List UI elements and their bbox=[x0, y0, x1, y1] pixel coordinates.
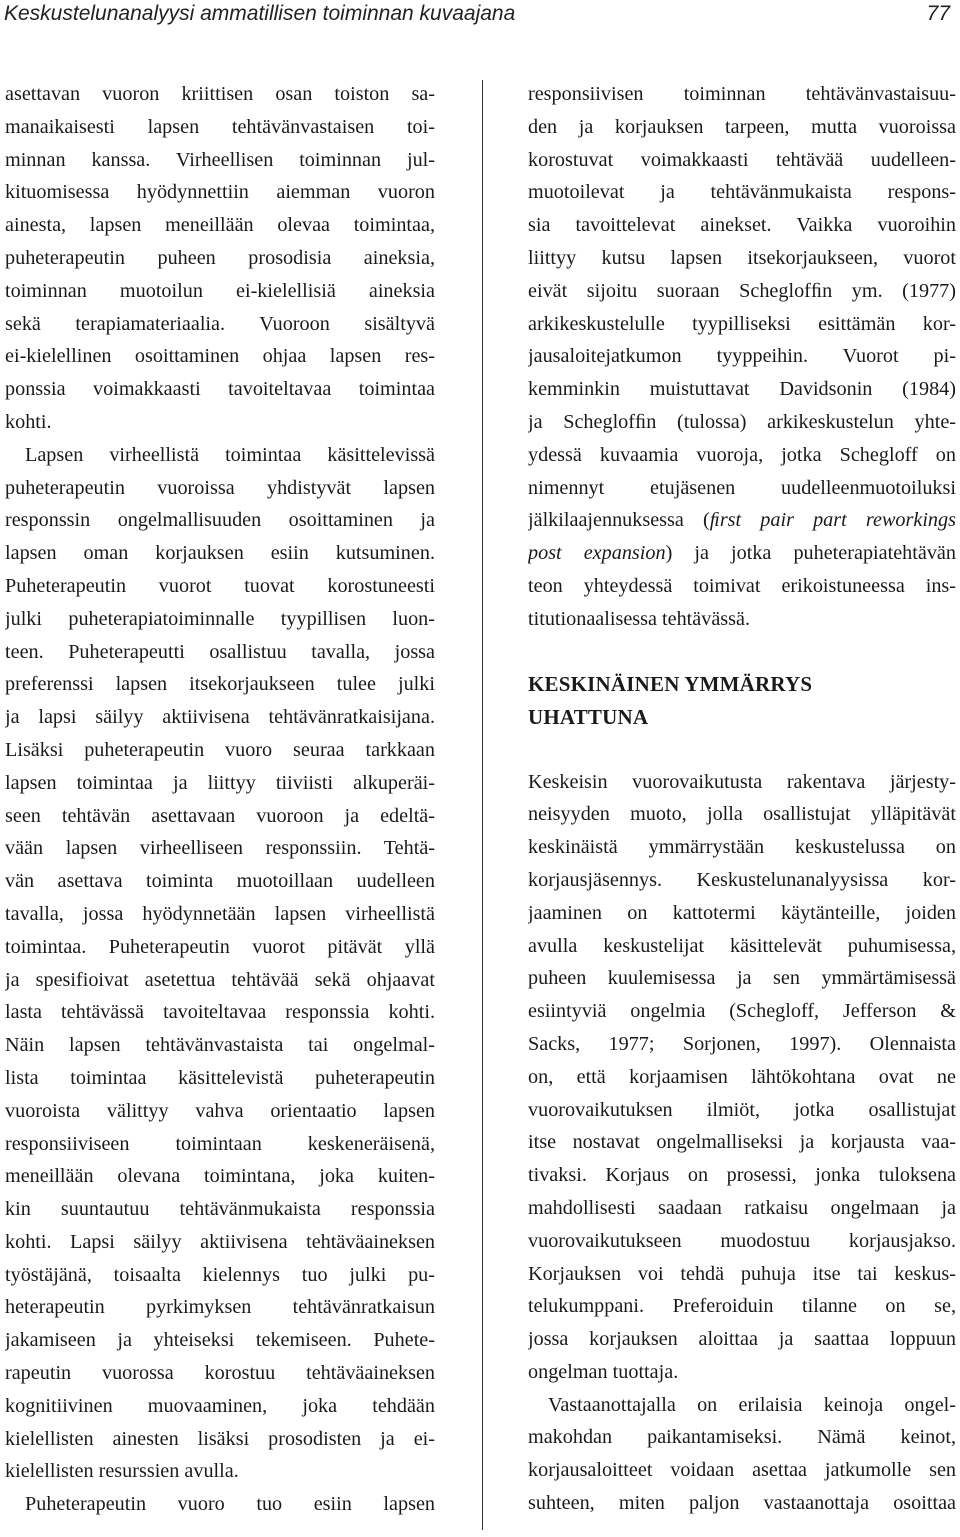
text-line: makohdan paikantamiseksi. Nämä keinot, bbox=[528, 1426, 956, 1449]
text-line: Puheterapeutin vuoro tuo esiin lapsen bbox=[25, 1493, 435, 1516]
text-line: korjausjäsennys. Keskustelunanalyysissa kor- bbox=[528, 868, 956, 891]
text-line: teon yhteydessä toimivat erikoistuneessa ins- bbox=[528, 574, 956, 597]
italic-term: ﬁrst pair part reworkings bbox=[709, 509, 956, 532]
text-line: ja lapsi säilyy aktiivisena tehtävänratkaisijana. bbox=[5, 706, 435, 729]
text-line: kemminkin muistuttavat Davidsonin (1984) bbox=[528, 378, 956, 401]
text-line: neisyyden muoto, jolla osallistujat ylläpitävät bbox=[528, 803, 956, 826]
text-line: preferenssi lapsen itsekorjaukseen tulee julki bbox=[5, 673, 435, 696]
text-line: Korjauksen voi tehdä puhuja itse tai keskus- bbox=[528, 1262, 956, 1285]
text-line-mixed bbox=[528, 504, 956, 537]
text-line: ja spesifioivat asetettua tehtävää sekä ohjaavat bbox=[5, 968, 435, 991]
text-line: seen tehtävän asettavaan vuoroon ja edeltä- bbox=[5, 804, 435, 827]
text-line: tivaksi. Korjaus on prosessi, jonka tuloksena bbox=[528, 1164, 956, 1187]
text-line: liittyy kutsu lapsen itsekorjaukseen, vuorot bbox=[528, 246, 956, 269]
text-line: jossa korjauksen aloittaa ja saattaa loppuun bbox=[528, 1328, 956, 1351]
text-line: responsiiviseen toimintaan keskeneräisenä, bbox=[5, 1132, 435, 1155]
text-line: mahdollisesti saadaan ratkaisu ongelmaan ja bbox=[528, 1196, 956, 1219]
spacer bbox=[528, 734, 956, 766]
text-line: vään lapsen virheelliseen responssiin. Tehtä- bbox=[5, 837, 435, 860]
text-line: lapsen toimintaa ja liittyy tiiviisti alkuperäi- bbox=[5, 771, 435, 794]
text-line: eivät sijoitu suoraan Scheglofﬁn ym. (1977) bbox=[528, 279, 956, 302]
text-line: asettavan vuoron kriittisen osan toiston sa- bbox=[5, 83, 435, 105]
text-line: Puheterapeutin vuorot tuovat korostuneesti bbox=[5, 574, 435, 597]
text-line: responsiivisen toiminnan tehtävänvastaisuu- bbox=[528, 83, 956, 105]
italic-term: post expansion bbox=[528, 542, 666, 565]
text-line: kohti. bbox=[5, 410, 52, 433]
text-line: tavalla, jossa hyödynnetään lapsen virheellistä bbox=[5, 902, 435, 925]
text-line: heterapeutin pyrkimyksen tehtävänratkaisun bbox=[5, 1296, 435, 1319]
text-line: manaikaisesti lapsen tehtävänvastaisen toi- bbox=[5, 115, 435, 138]
text-run: jälkilaajennuksessa ( bbox=[528, 509, 710, 532]
text-line: Keskeisin vuorovaikutusta rakentava järjesty- bbox=[528, 770, 956, 793]
text-line: sekä terapiamateriaalia. Vuoroon sisältyvä bbox=[5, 312, 435, 335]
text-line: ja Scheglofﬁn (tulossa) arkikeskustelun yhte- bbox=[528, 410, 956, 433]
text-line: kielellisten resurssien avulla. bbox=[5, 1460, 239, 1483]
left-column bbox=[5, 78, 435, 1537]
column-divider bbox=[482, 80, 483, 1530]
text-line: puheterapeutin puheen prosodisia aineksia, bbox=[5, 246, 435, 269]
text-line: jausaloitejatkumon tyyppeihin. Vuorot pi- bbox=[528, 345, 956, 368]
text-line: itse nostavat ongelmalliseksi ja korjausta vaa- bbox=[528, 1131, 956, 1154]
text-line: työstäjänä, toisaalta kielennys tuo julki pu- bbox=[5, 1263, 435, 1286]
text-line: ongelman tuottaja. bbox=[528, 1360, 679, 1383]
text-line: kielellisten ainesten lisäksi prosodisten ja ei- bbox=[5, 1427, 435, 1450]
text-line: Lisäksi puheterapeutin vuoro seuraa tarkkaan bbox=[5, 738, 435, 761]
page-number: 77 bbox=[926, 2, 950, 25]
section-heading-line: KESKINÄINEN YMMÄRRYS bbox=[528, 671, 813, 696]
text-line: puheen kuulemisessa ja sen ymmärtämisessä bbox=[528, 967, 956, 990]
text-line: esiintyviä ongelmia (Schegloff, Jefferson & bbox=[528, 1000, 956, 1023]
text-line: jaaminen on kattotermi käytänteille, joiden bbox=[528, 901, 956, 924]
text-line: vuorovaikutukseen muodostuu korjausjakso. bbox=[528, 1229, 956, 1252]
text-line: minnan kanssa. Virheellisen toiminnan jul- bbox=[5, 148, 435, 171]
text-line: suhteen, miten paljon vastaanottaja osoittaa bbox=[528, 1492, 956, 1515]
text-line: kohti. Lapsi säilyy aktiivisena tehtäväaineksen bbox=[5, 1230, 435, 1253]
text-line: lasta tehtävässä tavoiteltavaa responssia kohti. bbox=[5, 1001, 435, 1024]
text-line: Sacks, 1977; Sorjonen, 1997). Olennaista bbox=[528, 1032, 956, 1055]
text-line: lista toimintaa käsittelevistä puheterapeutin bbox=[5, 1066, 435, 1089]
text-line: telukumppani. Preferoiduin tilanne on se, bbox=[528, 1295, 956, 1318]
text-line: lapsen oman korjauksen esiin kutsuminen. bbox=[5, 542, 435, 565]
text-line: kituomisessa hyödynnettiin aiemman vuoron bbox=[5, 181, 435, 204]
text-line: vuorovaikutuksen ilmiöt, jotka osallistujat bbox=[528, 1098, 956, 1121]
text-line: Vastaanottajalla on erilaisia keinoja ongel- bbox=[548, 1393, 956, 1416]
text-line: meneillään olevana toimintana, joka kuiten- bbox=[5, 1165, 435, 1188]
text-line: arkikeskustelulle tyypilliseksi esittämän kor- bbox=[528, 312, 956, 335]
text-line: kognitiivinen muovaaminen, joka tehdään bbox=[5, 1394, 435, 1417]
section-heading bbox=[528, 668, 956, 734]
text-line: keskinäistä ymmärrystään keskustelussa on bbox=[528, 836, 956, 859]
text-line: Näin lapsen tehtävänvastaista tai ongelmal- bbox=[5, 1034, 435, 1057]
text-line: puheterapeutin vuoroissa yhdistyvät lapsen bbox=[5, 476, 435, 499]
section-heading-line: UHATTUNA bbox=[528, 704, 649, 729]
text-line: on, että korjaamisen lähtökohtana ovat ne bbox=[528, 1065, 956, 1088]
text-line: teen. Puheterapeutti osallistuu tavalla, jossa bbox=[5, 640, 435, 663]
text-line: julki puheterapiatoiminnalle tyypillisen luon- bbox=[5, 607, 435, 630]
page-header bbox=[0, 0, 960, 30]
text-line: vän asettava toiminta muotoillaan uudelleen bbox=[5, 870, 435, 893]
text-run: ) ja jotka puheterapiatehtävän bbox=[665, 542, 956, 565]
text-line: muotoilevat ja tehtävänmukaista respons- bbox=[528, 181, 956, 204]
text-line: rapeutin vuorossa korostuu tehtäväaineksen bbox=[5, 1362, 435, 1385]
text-line: titutionaalisessa tehtävässä. bbox=[528, 607, 751, 630]
text-line: kin suuntautuu tehtävänmukaista responssia bbox=[5, 1198, 435, 1221]
text-line: avulla keskustelijat käsittelevät puhumisessa, bbox=[528, 934, 956, 957]
text-line: sia tavoittelevat ainekset. Vaikka vuoroihin bbox=[528, 214, 956, 237]
text-line: korjausaloitteet voidaan asettaa jatkumolle sen bbox=[528, 1459, 956, 1482]
text-line: vuoroista välittyy vahva orientaatio lapsen bbox=[5, 1099, 435, 1122]
text-line: toiminnan muotoilun ei-kielellisiä aineksia bbox=[5, 279, 435, 302]
text-line: ainesta, lapsen meneillään olevaa toimintaa, bbox=[5, 214, 435, 237]
text-line: responssin ongelmallisuuden osoittaminen ja bbox=[5, 509, 435, 532]
text-line: ponssia voimakkaasti tavoiteltavaa toimintaa bbox=[5, 378, 435, 401]
text-line: ydessä kuvaamia vuoroja, jotka Schegloff on bbox=[528, 443, 956, 466]
text-line: nimennyt etujäsenen uudelleenmuotoiluksi bbox=[528, 476, 956, 499]
text-line: ei-kielellinen osoittaminen ohjaa lapsen res- bbox=[5, 345, 435, 368]
text-line-mixed bbox=[528, 537, 956, 570]
text-line: jakamiseen ja yhteiseksi tekemiseen. Puhete- bbox=[5, 1329, 435, 1352]
running-title: Keskustelunanalyysi ammatillisen toiminnan kuvaajana bbox=[4, 2, 516, 25]
text-line: korostuvat voimakkaasti tehtävää uudelleen- bbox=[528, 148, 956, 171]
right-column bbox=[528, 78, 956, 1537]
text-line: Lapsen virheellistä toimintaa käsittelevissä bbox=[25, 443, 435, 466]
text-line: toimintaa. Puheterapeutin vuorot pitävät yllä bbox=[5, 935, 435, 958]
text-line: den ja korjauksen tarpeen, mutta vuoroissa bbox=[528, 115, 956, 138]
